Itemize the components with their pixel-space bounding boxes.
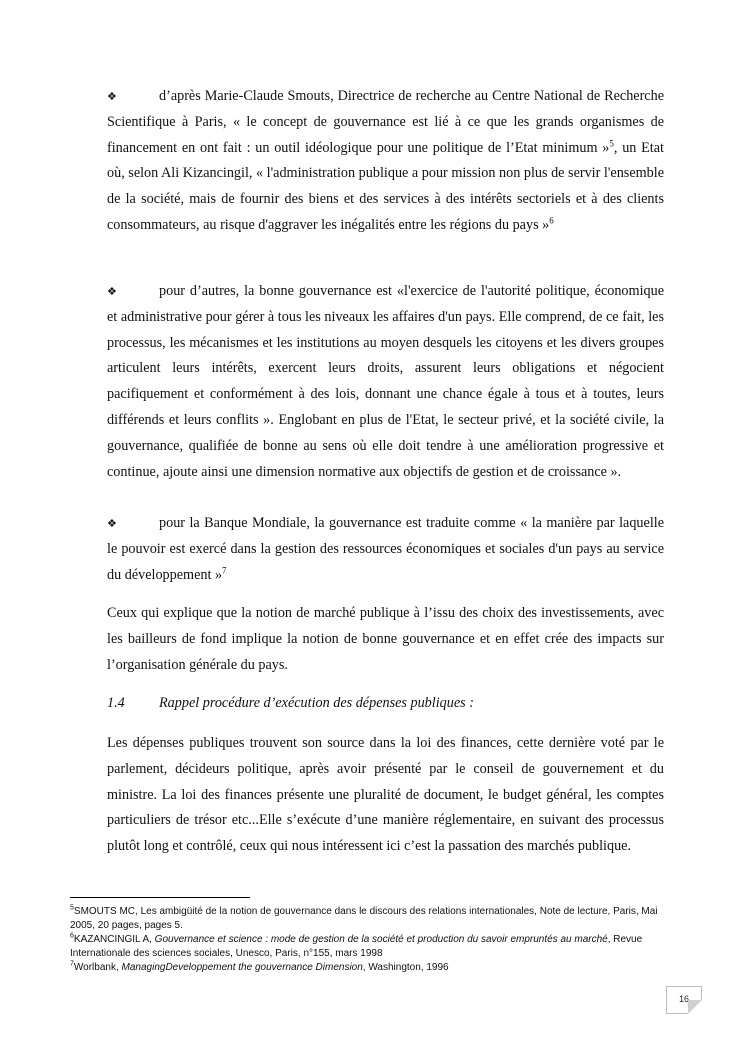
footnote-6: $^6$KAZANCINGIL A, Gouvernance et science : mode de gestion de la société et production du savoir empruntés au marché, Revue Internationale des sciences sociales, Unesco, Paris, n°155, mars 1998	[70, 932, 643, 959]
bullet-item-bonne-gouvernance	[107, 279, 664, 485]
paragraph-text: Les dépenses publiques trouvent son source dans la loi des finances, cette dernière voté par le parlement, décideurs politique, après avoir présenté par le conseil de gouvernement et du ministre. La loi des finances présente une pluralité de document, le budget général, les comptes particuliers de trésor etc...Elle s’exécute d’une manière réglementaire, en suivant des processus plutôt long et contrôlé, ceux qui nous intéressent ici c’est la passation des marchés publique.	[107, 735, 664, 855]
footnote-separator	[70, 897, 250, 898]
footnote-ref[interactable]: 6	[549, 215, 554, 226]
footnotes	[70, 905, 670, 975]
paragraph-depenses-publiques	[107, 731, 664, 860]
diamond-bullet-icon: ❖	[107, 517, 117, 530]
paragraph-text: Ceux qui explique que la notion de marché publique à l’issu des choix des investissements, avec les bailleurs de fond implique la notion de bonne gouvernance et en effet crée des impacts sur l’organisation générale du pays.	[107, 605, 664, 673]
bullet-item-banque-mondiale	[107, 511, 664, 588]
bullet-item-smouts	[107, 84, 664, 239]
bullet-text: pour d’autres, la bonne gouvernance est «l'exercice de l'autorité politique, économique et administrative pour gérer à tous les niveaux les affaires d'un pays. Elle comprend, de ce fait, les processus, les mécanismes et les institutions au moyen desquels les citoyens et les divers groupes articulent leurs intérêts, exercent leurs droits, assurent leurs obligations et négocient pacifiquement et conformément à des lois, donnant une chance égale à tous et à toutes, leurs différends et leurs conflits ». Englobant en plus de l'Etat, le secteur privé, et la société civile, la gouvernance, qualifiée de bonne au sens où elle doit tendre à une amélioration progressive et continue, ajoute ainsi une dimension normative aux objectifs de gestion et de croissance ».	[107, 283, 664, 480]
bullet-text: , un Etat où, selon Ali Kizancingil, « l'administration publique a pour mission non plus de servir l'ensemble de la société, mais de fournir des biens et des services à des intérêts sectoriels et à des clients consommateurs, au risque d'aggraver les inégalités entre les régions du pays »	[107, 139, 664, 233]
section-title: Rappel procédure d’exécution des dépenses publiques :	[159, 695, 474, 711]
footnote-ref[interactable]: 5	[609, 137, 614, 148]
bullet-text: d’après Marie-Claude Smouts, Directrice de recherche au Centre National de Recherche Scientifique à Paris, « le concept de gouvernance est lié à ce que les grands organismes de financement en ont fait : un outil idéologique pour une politique de l’Etat minimum »	[107, 88, 664, 156]
section-heading	[107, 691, 664, 717]
footnote-5: $^5$SMOUTS MC, Les ambigüité de la notion de gouvernance dans le discours des relations internationales, Note de lecture, Paris, Mai 2005, 20 pages, pages 5.	[70, 904, 658, 931]
page-number: 16	[666, 986, 702, 1014]
diamond-bullet-icon: ❖	[107, 90, 117, 103]
section-number: 1.4	[107, 695, 125, 711]
footnote-ref[interactable]: 7	[222, 564, 227, 575]
paragraph-marche-publique	[107, 601, 664, 678]
footnote-7: $^7$Worlbank, ManagingDeveloppement the gouvernance Dimension, Washington, 1996	[70, 960, 449, 973]
bullet-text: pour la Banque Mondiale, la gouvernance est traduite comme « la manière par laquelle le pouvoir est exercé dans la gestion des ressources économiques et sociales d'un pays au service du développement »	[107, 515, 664, 583]
diamond-bullet-icon: ❖	[107, 285, 117, 298]
